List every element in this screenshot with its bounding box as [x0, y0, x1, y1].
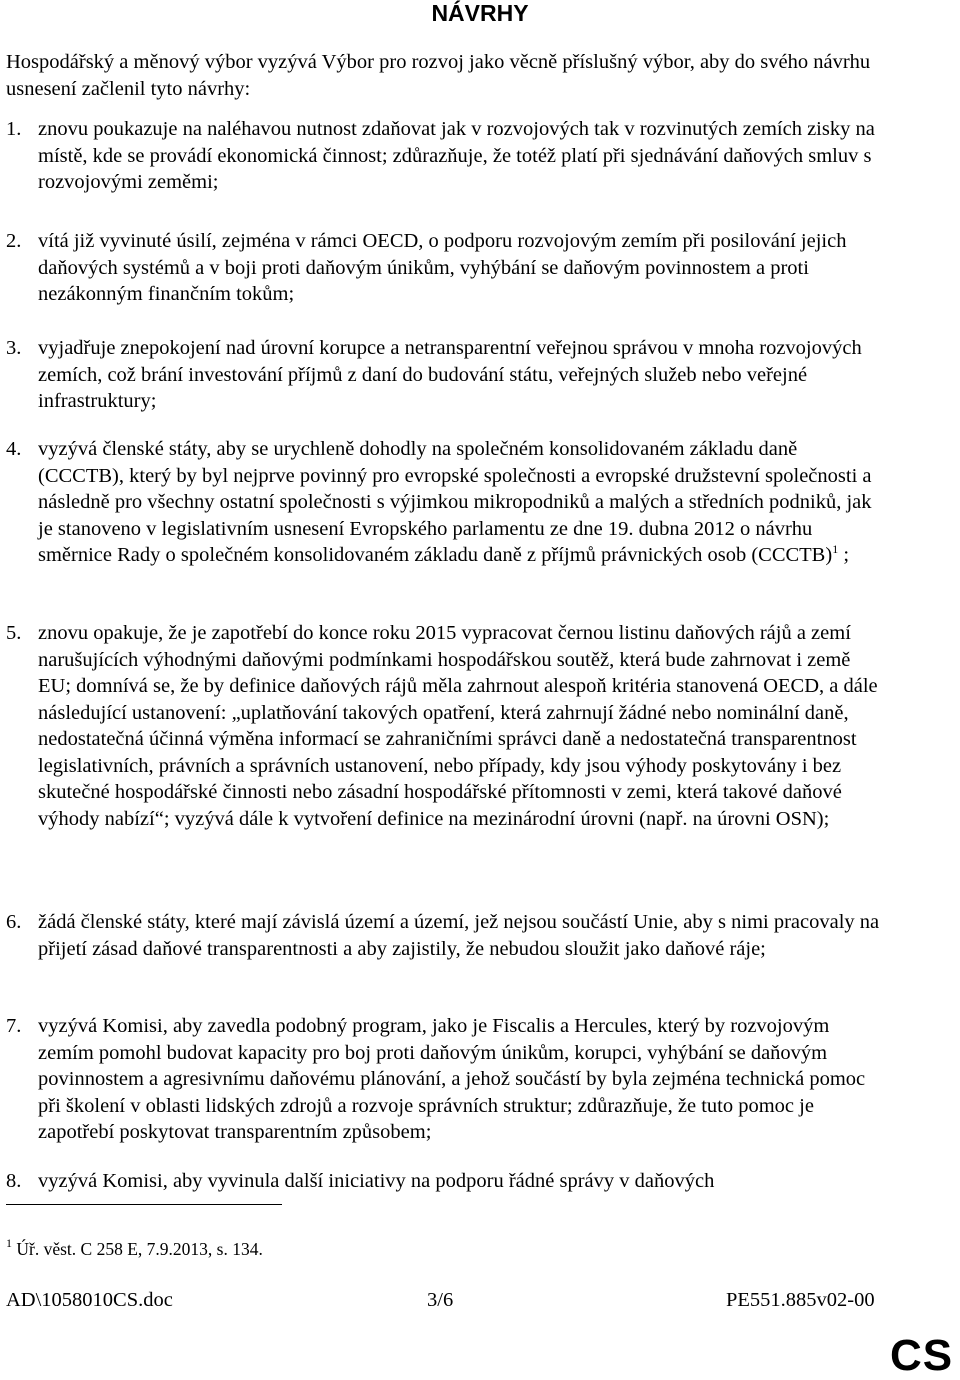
section-heading: NÁVRHY: [431, 0, 529, 26]
footnote-reference: 1: [832, 542, 839, 556]
item-text: znovu opakuje, že je zapotřebí do konce roku 2015 vypracovat černou listinu daňových rájů a zemí narušujících výhodnými daňovými podmínkami hospodářskou soutěž, která bude zahrnovat i země EU; domnívá se, že by definice daňových rájů měla zahrnout alespoň kritéria stanovená OECD, a dále následující ustanovení: „uplatňování takových opatření, která zahrnují žádné nebo nominální daně, nedostatečná účinná výměna informací se zahraničními správci daně a nedostatečná transparentnost legislativních, právních a správních ustanovení, nebo případy, kdy jsou výhody poskytovány i bez skutečné hospodářské činnosti nebo zásadní hospodářské přítomnosti v zemi, která takové daňové výhody nabízí“; vyzývá dále k vytvoření definice na mezinárodní úrovni (např. na úrovni OSN);: [38, 622, 878, 830]
item-number: 2.: [6, 230, 22, 252]
item-text: žádá členské státy, které mají závislá území a území, jež nejsou součástí Unie, aby s nimi pracovaly na přijetí zásad daňové transparentnosti a aby zajistily, že nebudou sloužit jako daňové ráje;: [38, 911, 880, 960]
list-item: [6, 620, 886, 832]
pe-reference: PE551.885v02-00: [726, 1289, 875, 1311]
footnote: [6, 1238, 263, 1260]
item-text-body: vyzývá členské státy, aby se urychleně dohodly na společném konsolidovaném základu daně (CCCTB), který by byl nejprve povinný pro evropské společnosti a evropské družstevní společnosti a následně pro všechny ostatní společnosti s výjimkou mikropodniků a malých a středních podniků, jak je stanoveno v legislativním usnesení Evropského parlamentu ze dne 19. dubna 2012 o návrhu směrnice Rady o společném konsolidovaném základu daně z příjmů právnických osob (CCCTB): [38, 438, 872, 566]
item-text-end: ;: [838, 544, 850, 566]
list-item: [6, 1013, 886, 1146]
item-number: 6.: [6, 911, 22, 933]
item-text: vyzývá Komisi, aby vyvinula další iniciativy na podporu řádné správy v daňových: [38, 1170, 715, 1192]
item-number: 3.: [6, 337, 22, 359]
list-item: [6, 909, 886, 962]
item-number: 1.: [6, 118, 22, 140]
list-item: [6, 335, 886, 415]
list-item: [6, 1168, 886, 1195]
intro-paragraph: Hospodářský a měnový výbor vyzývá Výbor pro rozvoj jako věcně příslušný výbor, aby do svého návrhu usnesení začlenil tyto návrhy:: [6, 51, 871, 100]
item-number: 7.: [6, 1015, 22, 1037]
document-reference: AD\1058010CS.doc: [6, 1289, 173, 1311]
item-text: [38, 436, 886, 569]
item-number: 4.: [6, 438, 22, 460]
footnote-marker: 1: [6, 1236, 12, 1250]
item-number: 5.: [6, 622, 22, 644]
page-number: 3/6: [427, 1289, 454, 1311]
footnote-text: Úř. věst. C 258 E, 7.9.2013, s. 134.: [12, 1239, 263, 1259]
item-text: vyzývá Komisi, aby zavedla podobný program, jako je Fiscalis a Hercules, který by rozvojovým zemím pomohl budovat kapacity pro boj proti daňovým únikům, korupci, vyhýbání se daňovým povinnostem a agresivnímu daňovému plánování, a jehož součástí by byla zejména technická pomoc při školení v oblasti lidských zdrojů a rozvoje správních struktur; zdůrazňuje, že tuto pomoc je zapotřebí poskytovat transparentním způsobem;: [38, 1015, 866, 1143]
item-number: 8.: [6, 1170, 22, 1192]
item-text: vyjadřuje znepokojení nad úrovní korupce a netransparentní veřejnou správou v mnoha rozvojových zemích, což brání investování příjmů z daní do budování státu, veřejných služeb nebo veřejné infrastruktury;: [38, 337, 862, 412]
list-item: [6, 436, 886, 569]
item-text: vítá již vyvinuté úsilí, zejména v rámci OECD, o podporu rozvojovým zemím při posilování jejich daňových systémů a v boji proti daňovým únikům, vyhýbání se daňovým povinnostem a proti nezákonným finančním tokům;: [38, 230, 847, 305]
language-code: CS: [890, 1331, 954, 1380]
item-text: znovu poukazuje na naléhavou nutnost zdaňovat jak v rozvojových tak v rozvinutých zemích zisky na místě, kde se provádí ekonomická činnost; zdůrazňuje, že totéž platí při sjednávání daňových smluv s rozvojovými zeměmi;: [38, 118, 875, 193]
list-item: [6, 228, 886, 308]
list-item: [6, 116, 886, 196]
footnote-separator: [6, 1204, 282, 1205]
